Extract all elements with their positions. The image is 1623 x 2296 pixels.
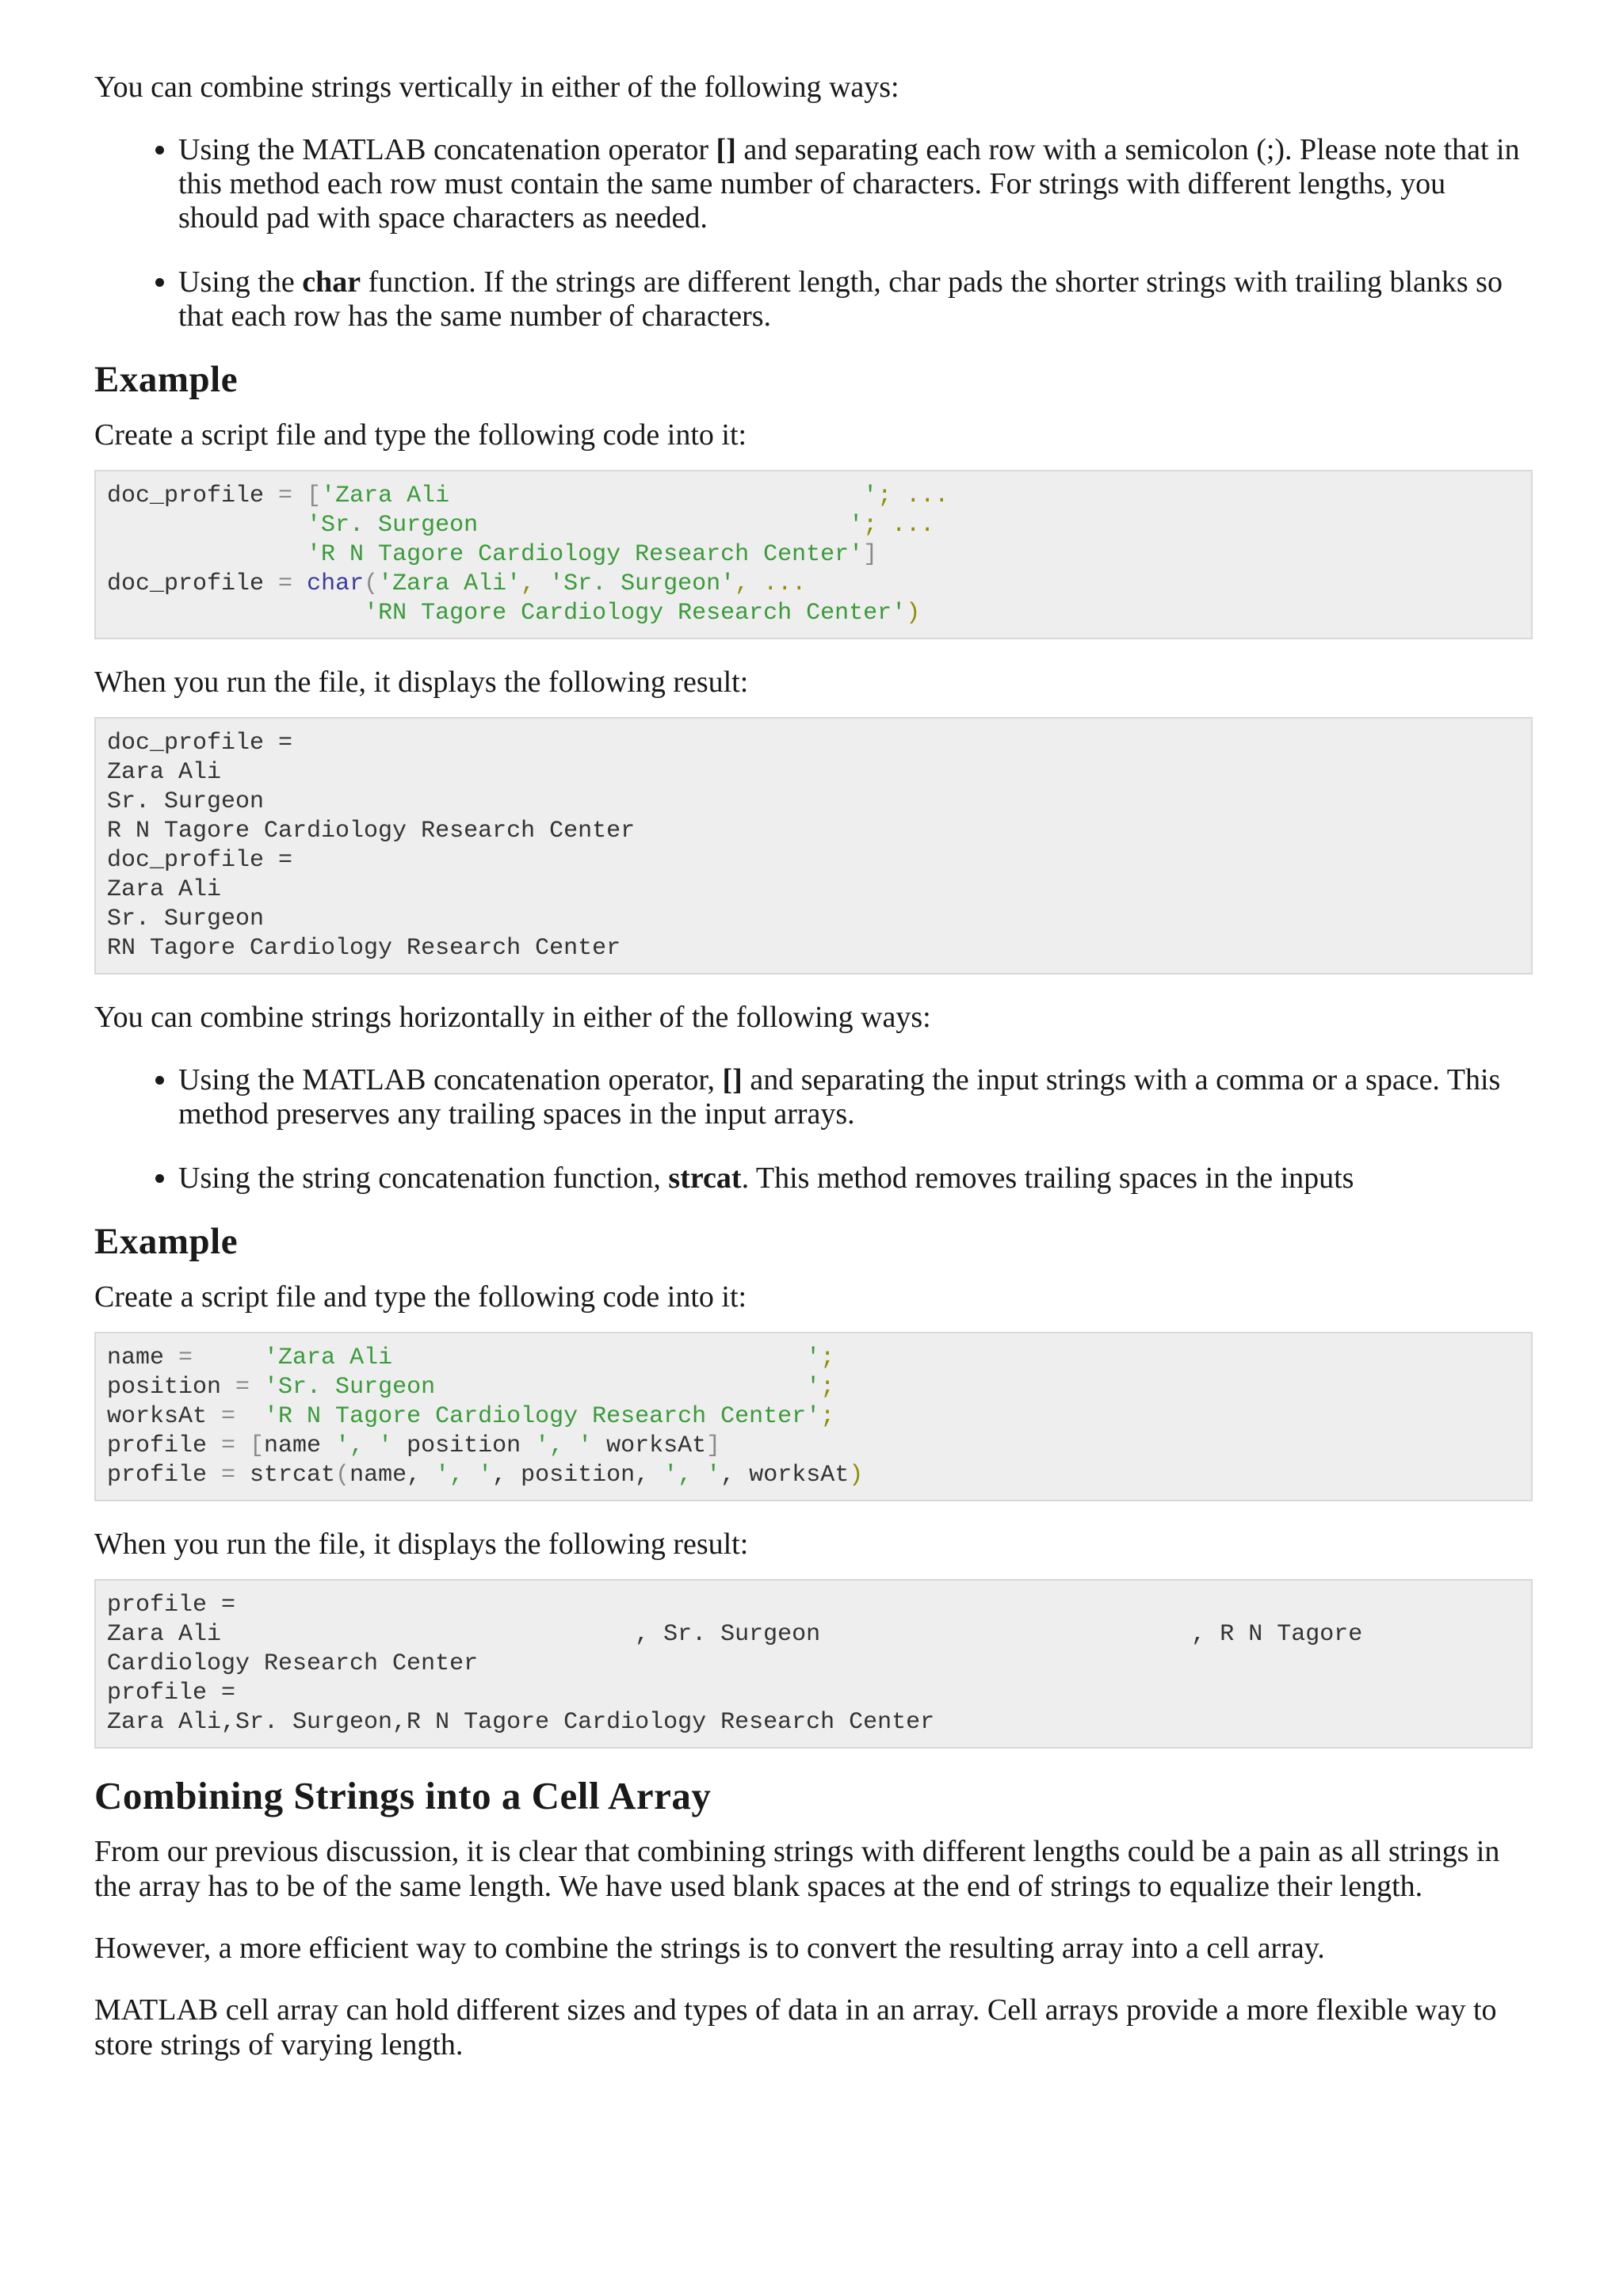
bullet-text: function. If the strings are different length, char pads the shorter strings with trailing blanks so that each row has the same number of characters. <box>178 265 1503 333</box>
example-instruction: Create a script file and type the following code into it: <box>94 418 747 452</box>
bullet-text: Using the string concatenation function, <box>178 1161 669 1195</box>
horizontal-methods-list <box>94 1063 1533 1196</box>
paragraph: MATLAB cell array can hold different sizes and types of data in an array. Cell arrays provide a more flexible way to store strings of varying length. <box>94 1993 1497 2061</box>
code-block: name = 'Zara Ali '; position = 'Sr. Surgeon '; worksAt = 'R N Tagore Cardiology Research Center'; profile = [name ', ' position ', ' worksAt] profile = strcat(name, ', ', position, ', ', worksAt) <box>94 1332 1533 1501</box>
example-instruction: Create a script file and type the following code into it: <box>94 1280 747 1314</box>
list-item <box>178 265 1533 334</box>
section-heading: Example <box>94 1221 239 1262</box>
paragraph: However, a more efficient way to combine the strings is to convert the resulting array into a cell array. <box>94 1932 1325 1965</box>
vertical-methods-list <box>94 133 1533 334</box>
section-heading: Combining Strings into a Cell Array <box>94 1774 712 1817</box>
bullet-bold-term: strcat <box>668 1161 742 1195</box>
document-content <box>94 70 1533 2089</box>
intro-vertical: You can combine strings vertically in either of the following ways: <box>94 71 899 104</box>
paragraph: From our previous discussion, it is clear that combining strings with different lengths could be a pain as all strings in the array has to be of the same length. We have used blank spaces at the end of strings to equalize their length. <box>94 1835 1500 1903</box>
bullet-bold-term: [] <box>722 1063 743 1097</box>
bullet-text: and separating the input strings with a comma or a space. This method preserves any trailing spaces in the input arrays. <box>178 1063 1501 1131</box>
list-item <box>178 133 1533 235</box>
bullet-text: Using the MATLAB concatenation operator, <box>178 1063 723 1097</box>
list-item <box>178 1063 1533 1131</box>
code-block: doc_profile = ['Zara Ali '; ... 'Sr. Surgeon '; ... 'R N Tagore Cardiology Research Center'] doc_profile = char('Zara Ali', 'Sr. Surgeon', ... 'RN Tagore Cardiology Research Center') <box>94 470 1533 639</box>
bullet-bold-term: [] <box>716 133 736 166</box>
section-heading: Example <box>94 359 239 400</box>
bullet-text: and separating each row with a semicolon (;). Please note that in this method each row must contain the same number of characters. For strings with different lengths, you should pad with space characters as needed. <box>178 133 1520 235</box>
list-item <box>178 1161 1533 1196</box>
result-intro: When you run the file, it displays the following result: <box>94 1527 749 1561</box>
bullet-bold-term: char <box>302 265 361 299</box>
output-block: profile = Zara Ali , Sr. Surgeon , R N Tagore Cardiology Research Center profile = Zara Ali,Sr. Surgeon,R N Tagore Cardiology Research Center <box>94 1579 1533 1749</box>
bullet-text: . This method removes trailing spaces in the inputs <box>741 1161 1354 1195</box>
bullet-text: Using the MATLAB concatenation operator <box>178 133 716 166</box>
result-intro: When you run the file, it displays the following result: <box>94 666 749 699</box>
output-block: doc_profile = Zara Ali Sr. Surgeon R N Tagore Cardiology Research Center doc_profile = Zara Ali Sr. Surgeon RN Tagore Cardiology Research Center <box>94 717 1533 974</box>
intro-horizontal: You can combine strings horizontally in either of the following ways: <box>94 1001 931 1034</box>
bullet-text: Using the <box>178 265 303 299</box>
